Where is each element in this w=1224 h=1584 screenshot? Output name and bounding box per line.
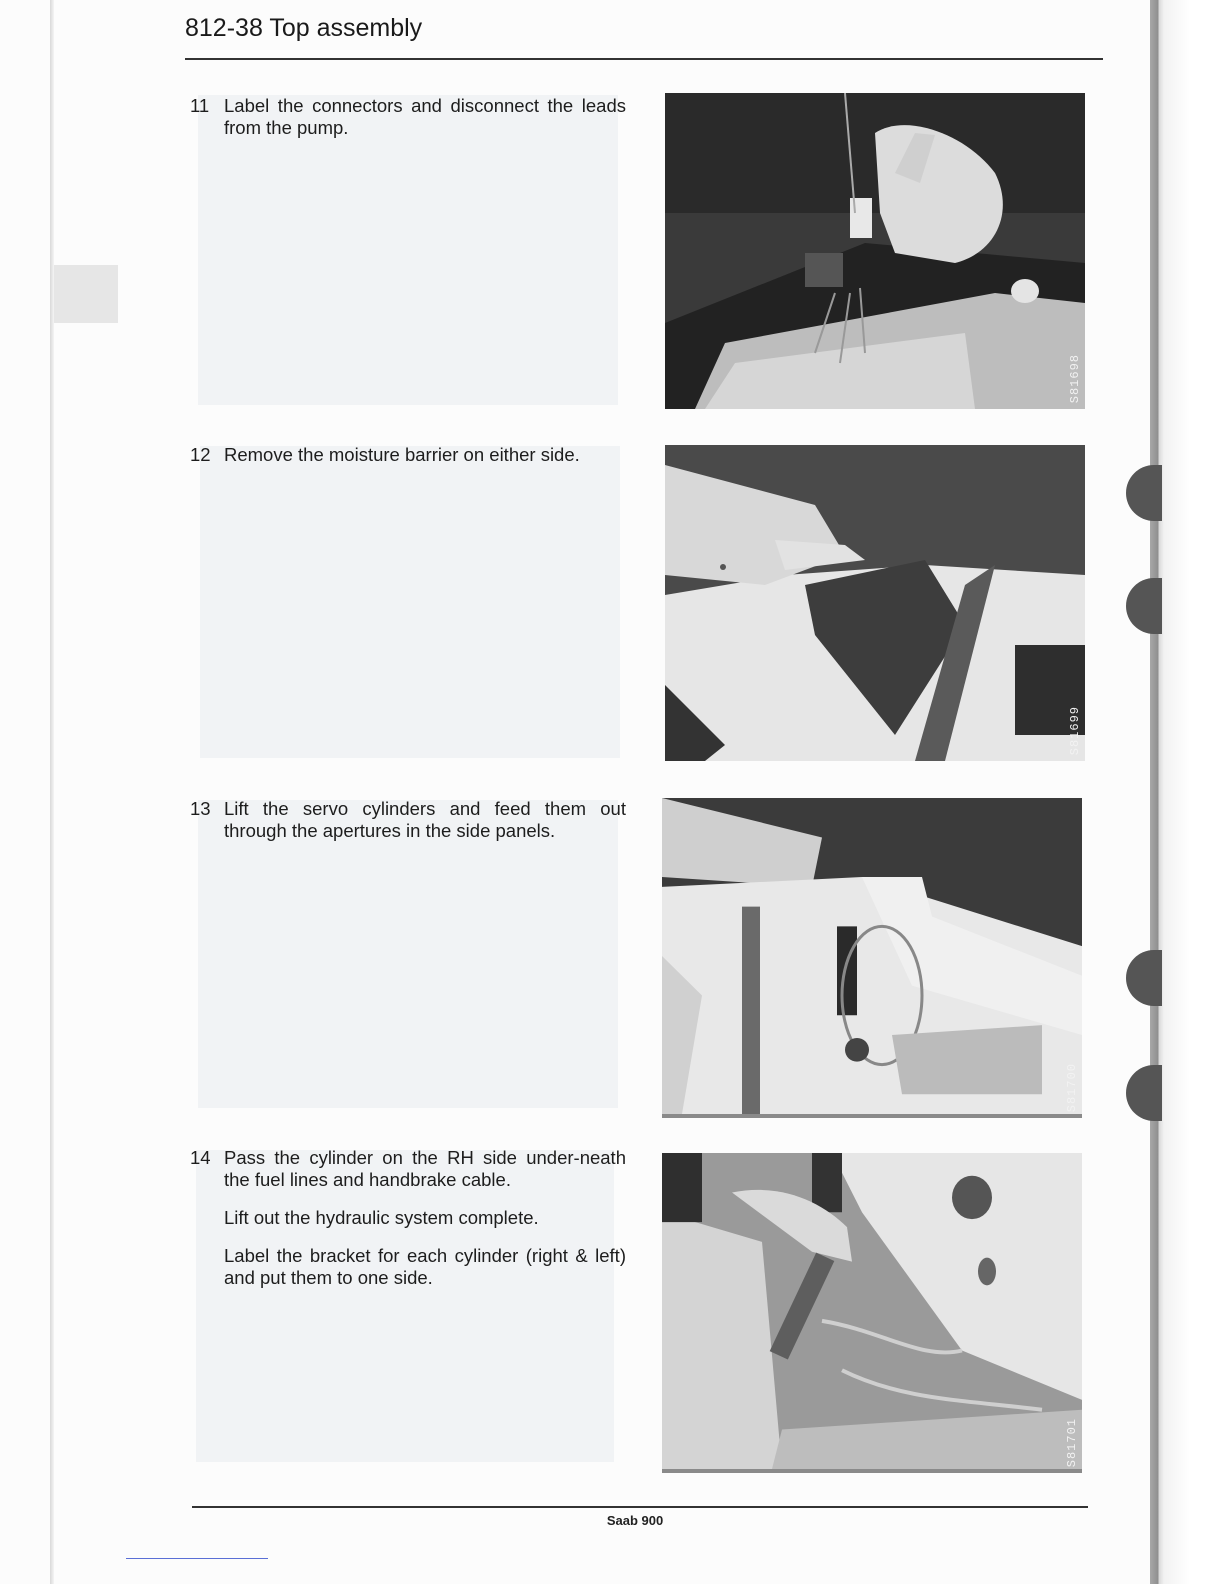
show-through-area [198, 95, 618, 405]
photo-pump-connectors [665, 93, 1085, 409]
step-number: 14 [190, 1147, 211, 1168]
footer-divider [192, 1506, 1088, 1508]
photo-illustration [665, 445, 1085, 761]
step-12 [190, 444, 626, 466]
photo-reference-id: S81698 [1068, 353, 1082, 403]
photo-moisture-barrier [665, 445, 1085, 761]
binder-ring [1126, 1065, 1162, 1121]
binder-ring [1126, 578, 1162, 634]
photo-illustration [662, 798, 1082, 1114]
photo-reference-id: S81699 [1068, 705, 1082, 755]
photo-illustration [662, 1153, 1082, 1469]
binder-edge [1150, 0, 1224, 1584]
step-number: 11 [190, 95, 210, 116]
show-through-area [200, 446, 620, 758]
step-text: Pass the cylinder on the RH side under-neath the fuel lines and handbrake cable. [224, 1147, 626, 1190]
step-13 [190, 798, 626, 842]
binder-ring [1126, 950, 1162, 1006]
page-title: 812-38 Top assembly [185, 14, 423, 42]
step-14 [190, 1147, 626, 1289]
photo-reference-id: S81700 [1065, 1062, 1079, 1112]
photo-hydraulic-system [662, 1153, 1082, 1473]
photo-servo-cylinders [662, 798, 1082, 1118]
step-note: Lift out the hydraulic system complete. [224, 1207, 539, 1228]
step-note: Label the bracket for each cylinder (right & left) and put them to one side. [224, 1245, 626, 1288]
scan-artifact-line [126, 1558, 268, 1559]
photo-illustration [665, 93, 1085, 409]
page-tab-mark [54, 265, 118, 323]
binder-ring [1126, 465, 1162, 521]
photo-reference-id: S81701 [1065, 1417, 1079, 1467]
footer-label: Saab 900 [606, 1513, 664, 1528]
step-text: Lift the servo cylinders and feed them out through the apertures in the side panels. [224, 798, 626, 841]
show-through-area [198, 800, 618, 1108]
step-text: Label the connectors and disconnect the leads from the pump. [224, 95, 626, 138]
header-divider [185, 58, 1103, 60]
page-edge-shadow [50, 0, 54, 1584]
step-text: Remove the moisture barrier on either side. [224, 444, 580, 465]
step-number: 13 [190, 798, 211, 819]
step-11 [190, 95, 626, 139]
step-number: 12 [190, 444, 211, 465]
